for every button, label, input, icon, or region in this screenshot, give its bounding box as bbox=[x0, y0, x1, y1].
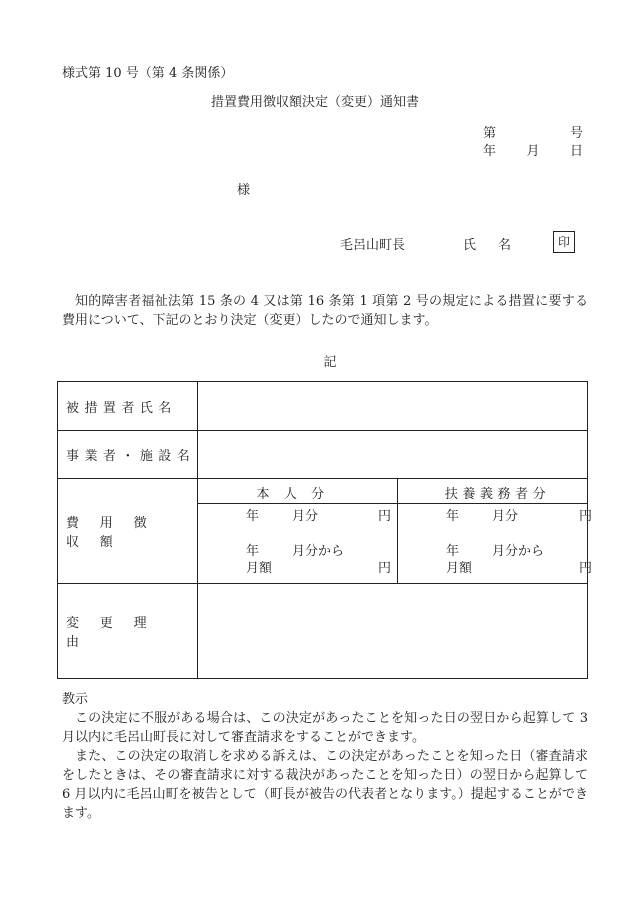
form-number: 様式第 10 号（第 4 条関係） bbox=[62, 66, 234, 81]
doc-number-suffix: 号 bbox=[569, 126, 583, 141]
date-month: 月 bbox=[526, 144, 540, 159]
label-cost-amount: 費用徴収額 bbox=[58, 479, 198, 584]
self-year-1: 年 bbox=[246, 509, 260, 524]
date-year: 年 bbox=[483, 144, 497, 159]
addressee-suffix: 様 bbox=[237, 183, 251, 198]
col-supporter: 扶養義務者分 bbox=[444, 487, 551, 502]
date-block bbox=[483, 126, 583, 162]
self-monthly: 月額 bbox=[246, 561, 273, 576]
table-row bbox=[58, 382, 588, 431]
self-yen-1: 円 bbox=[378, 509, 392, 524]
self-yen-2: 円 bbox=[378, 561, 392, 576]
doc-number-row bbox=[483, 126, 583, 144]
table-row bbox=[58, 431, 588, 479]
table-row bbox=[58, 479, 588, 584]
self-month-from: 月分から bbox=[292, 544, 345, 559]
supporter-month-portion: 月分 bbox=[492, 509, 519, 524]
label-person-name: 被措置者氏名 bbox=[58, 382, 198, 431]
facility-name-field[interactable] bbox=[198, 431, 588, 479]
supporter-month-from: 月分から bbox=[492, 544, 545, 559]
notification-body: 知的障害者福祉法第 15 条の 4 又は第 16 条第 1 項第 2 号の規定による措置に要する費用について、下記のとおり決定（変更）したので通知します。 bbox=[62, 294, 588, 328]
name-label-first: 氏 bbox=[463, 238, 477, 253]
doc-number-prefix: 第 bbox=[483, 126, 497, 141]
table-row bbox=[58, 584, 588, 679]
person-name-field[interactable] bbox=[198, 382, 588, 431]
notes-paragraph-2: また、この決定の取消しを求める訴えは、この決定があったことを知った日（審査請求をしたときは、その審査請求に対する裁決があったことを知った日）の翌日から起算して 6 月以内に毛呂山町を被告として（町長が被告の代表者となります。）提起することができます。 bbox=[62, 749, 588, 821]
self-month-portion: 月分 bbox=[292, 509, 319, 524]
name-label-second: 名 bbox=[498, 238, 512, 253]
notes-paragraph-1: この決定に不服がある場合は、この決定があったことを知った日の翌日から起算して 3 月以内に毛呂山町長に対して審査請求をすることができます。 bbox=[62, 711, 588, 745]
label-change-reason: 変更理由 bbox=[58, 584, 198, 679]
column-divider bbox=[397, 479, 398, 583]
col-self: 本人分 bbox=[256, 487, 339, 502]
fee-table bbox=[57, 381, 593, 679]
notes-section bbox=[62, 690, 588, 823]
issuer-title: 毛呂山町長 bbox=[340, 238, 406, 253]
supporter-monthly: 月額 bbox=[446, 561, 473, 576]
supporter-yen-1: 円 bbox=[579, 509, 593, 524]
issuer-name-label bbox=[463, 238, 533, 254]
supporter-year-2: 年 bbox=[446, 544, 460, 559]
supporter-year-1: 年 bbox=[446, 509, 460, 524]
seal-box: 印 bbox=[553, 231, 575, 253]
self-year-2: 年 bbox=[246, 544, 260, 559]
issue-date-row bbox=[483, 144, 583, 162]
change-reason-field[interactable] bbox=[198, 584, 588, 679]
document-title: 措置費用徴収額決定（変更）通知書 bbox=[210, 95, 419, 110]
notes-heading: 教示 bbox=[62, 692, 89, 707]
cost-amount-cell bbox=[198, 479, 593, 584]
label-facility-name: 事業者・施設名 bbox=[58, 431, 198, 479]
cost-header bbox=[198, 479, 587, 504]
date-day: 日 bbox=[569, 144, 583, 159]
ki-heading: 記 bbox=[323, 355, 337, 370]
supporter-yen-2: 円 bbox=[579, 561, 593, 576]
